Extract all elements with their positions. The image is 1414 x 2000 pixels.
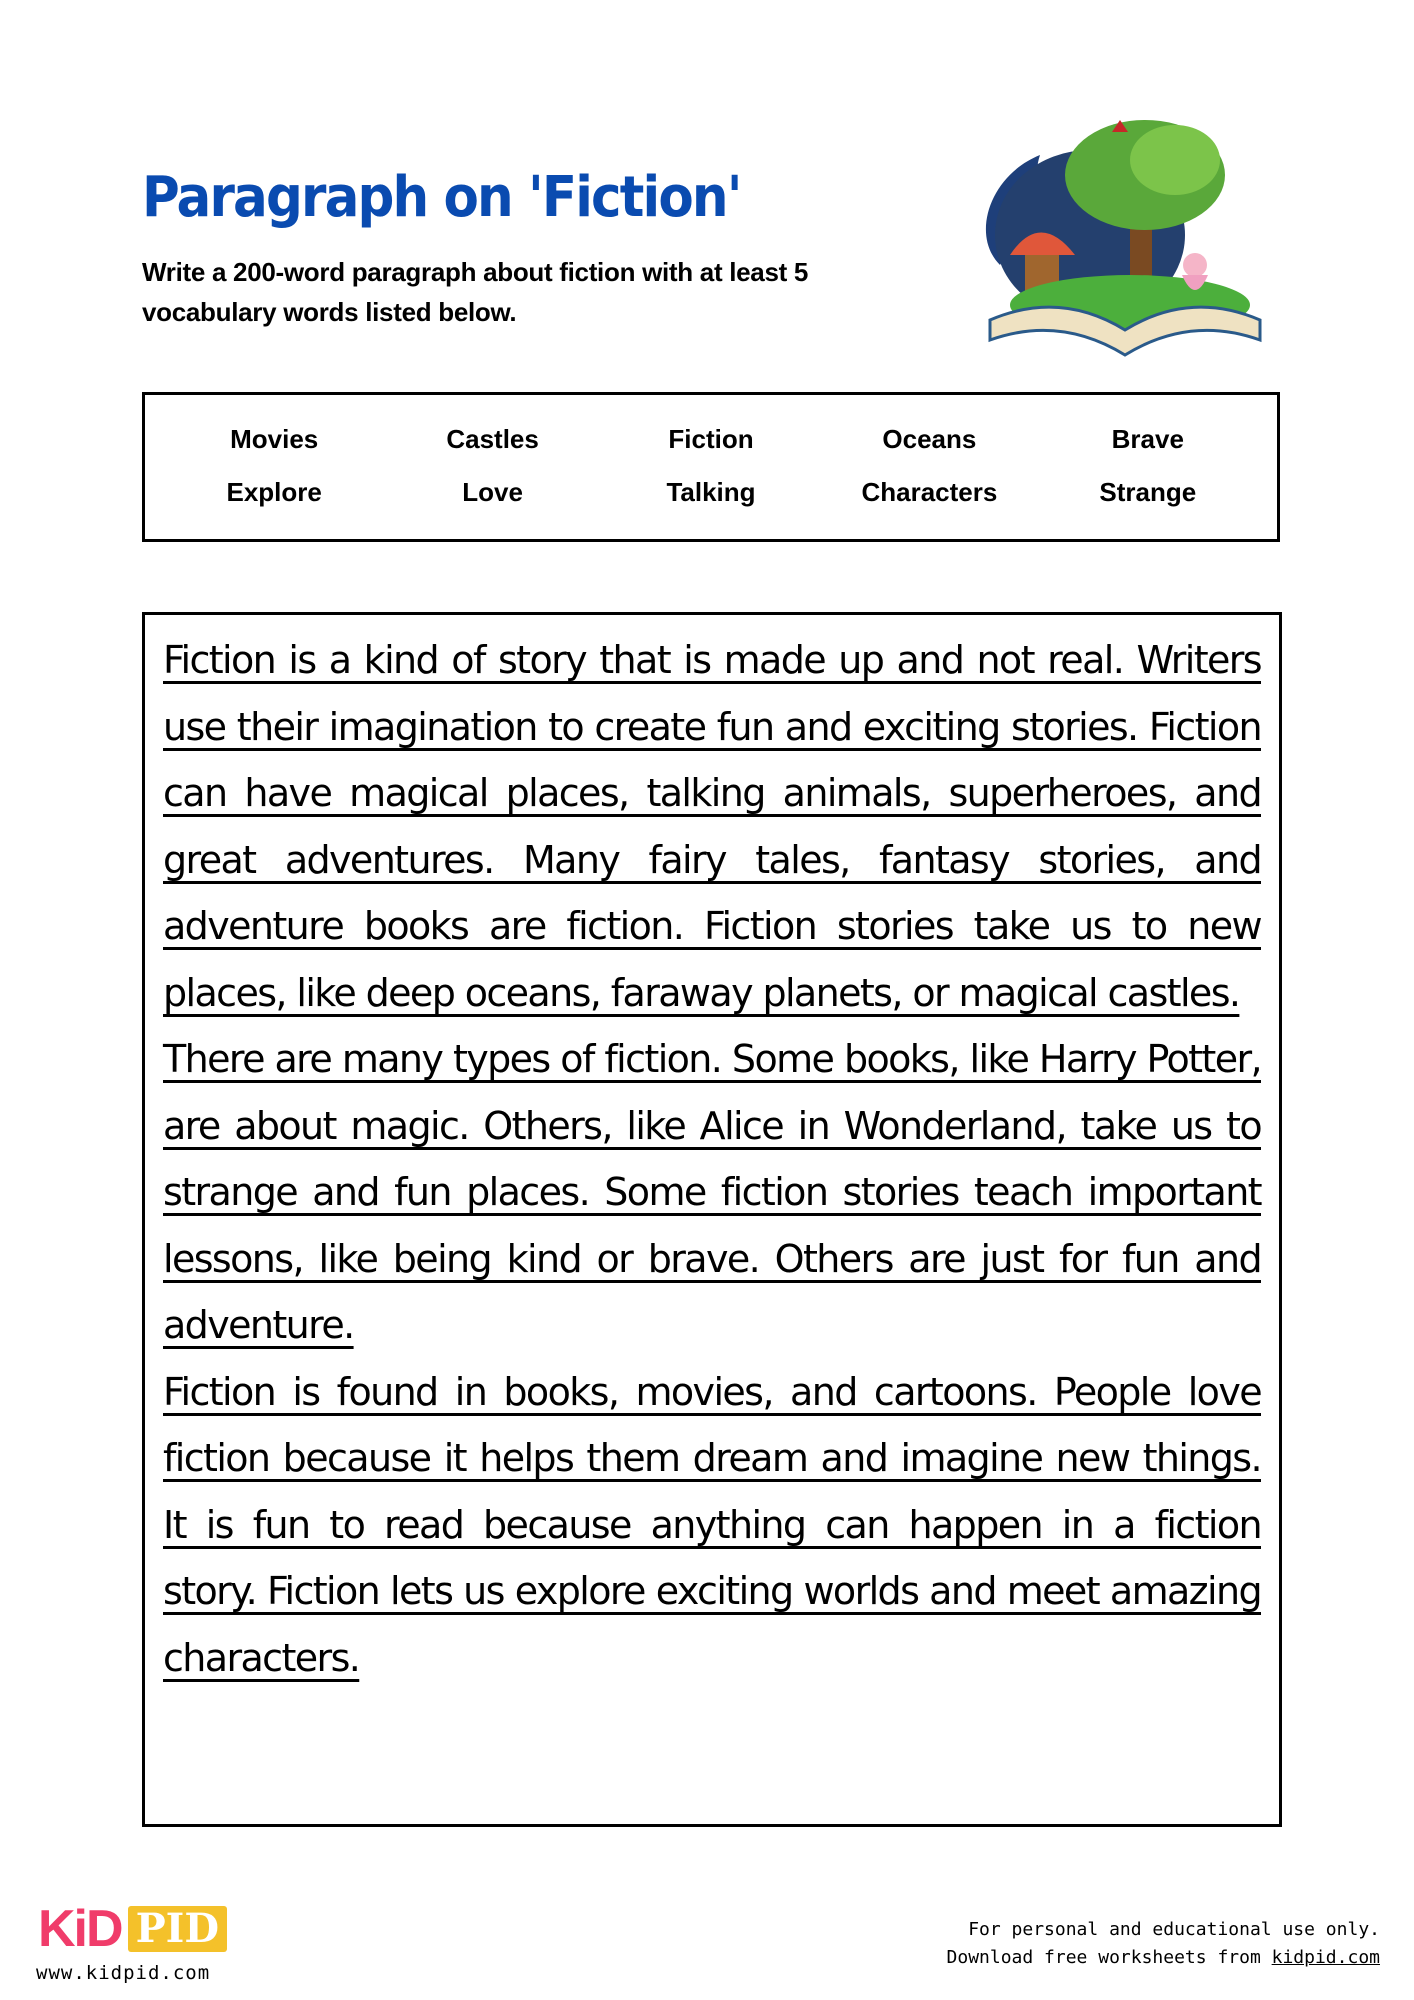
footer-line-2-prefix: Download free worksheets from	[946, 1947, 1272, 1968]
kidpid-link[interactable]: kidpid.com	[1271, 1947, 1380, 1968]
vocab-word: Explore	[226, 477, 322, 507]
vocab-word: Movies	[230, 424, 319, 454]
paragraph-part: Fiction is a kind of story that is made up and not real. Writers use their imagination to create fun and exciting stories. Fiction can have magical places, talking animals, superheroes, and great adventures. Many fairy tales, fantasy stories, and adventure books are fiction. Fiction stories take us to new places, like deep oceans, faraway planets, or magical castles.	[163, 638, 1261, 1015]
vocab-word: Characters	[861, 477, 998, 507]
kidpid-logo	[38, 1900, 227, 1958]
footer-line-2	[947, 1944, 1380, 1972]
paragraph-part: Fiction is found in books, movies, and cartoons. People love fiction because it helps them dream and imagine new things. It is fun to read because anything can happen in a fiction story. Fiction lets us explore exciting worlds and meet amazing characters.	[163, 1369, 1261, 1680]
storybook-illustration-icon	[960, 115, 1270, 365]
logo-pid: PID	[128, 1906, 227, 1952]
logo-kid: KiD	[38, 1900, 122, 1958]
vocab-word: Talking	[666, 477, 756, 507]
footer-note	[947, 1916, 1380, 1972]
vocab-word: Oceans	[882, 424, 977, 454]
vocab-word: Love	[462, 477, 523, 507]
logo-url: www.kidpid.com	[36, 1962, 211, 1984]
vocab-word: Brave	[1111, 424, 1184, 454]
footer-line-1: For personal and educational use only.	[968, 1919, 1380, 1940]
vocabulary-box	[142, 392, 1280, 542]
vocab-word: Fiction	[668, 424, 754, 454]
page-title: Paragraph on 'Fiction'	[142, 165, 741, 230]
paragraph-part: There are many types of fiction. Some books, like Harry Potter, are about magic. Others, like Alice in Wonderland, take us to strange and fun places. Some fiction stories teach important lessons, like being kind or brave. Others are just for fun and adventure.	[163, 1037, 1261, 1347]
instructions: Write a 200-word paragraph about fiction with at least 5 vocabulary words listed below.	[142, 257, 809, 327]
vocab-word: Strange	[1099, 477, 1197, 507]
paragraph-box	[142, 612, 1282, 1827]
vocab-word: Castles	[446, 424, 539, 454]
